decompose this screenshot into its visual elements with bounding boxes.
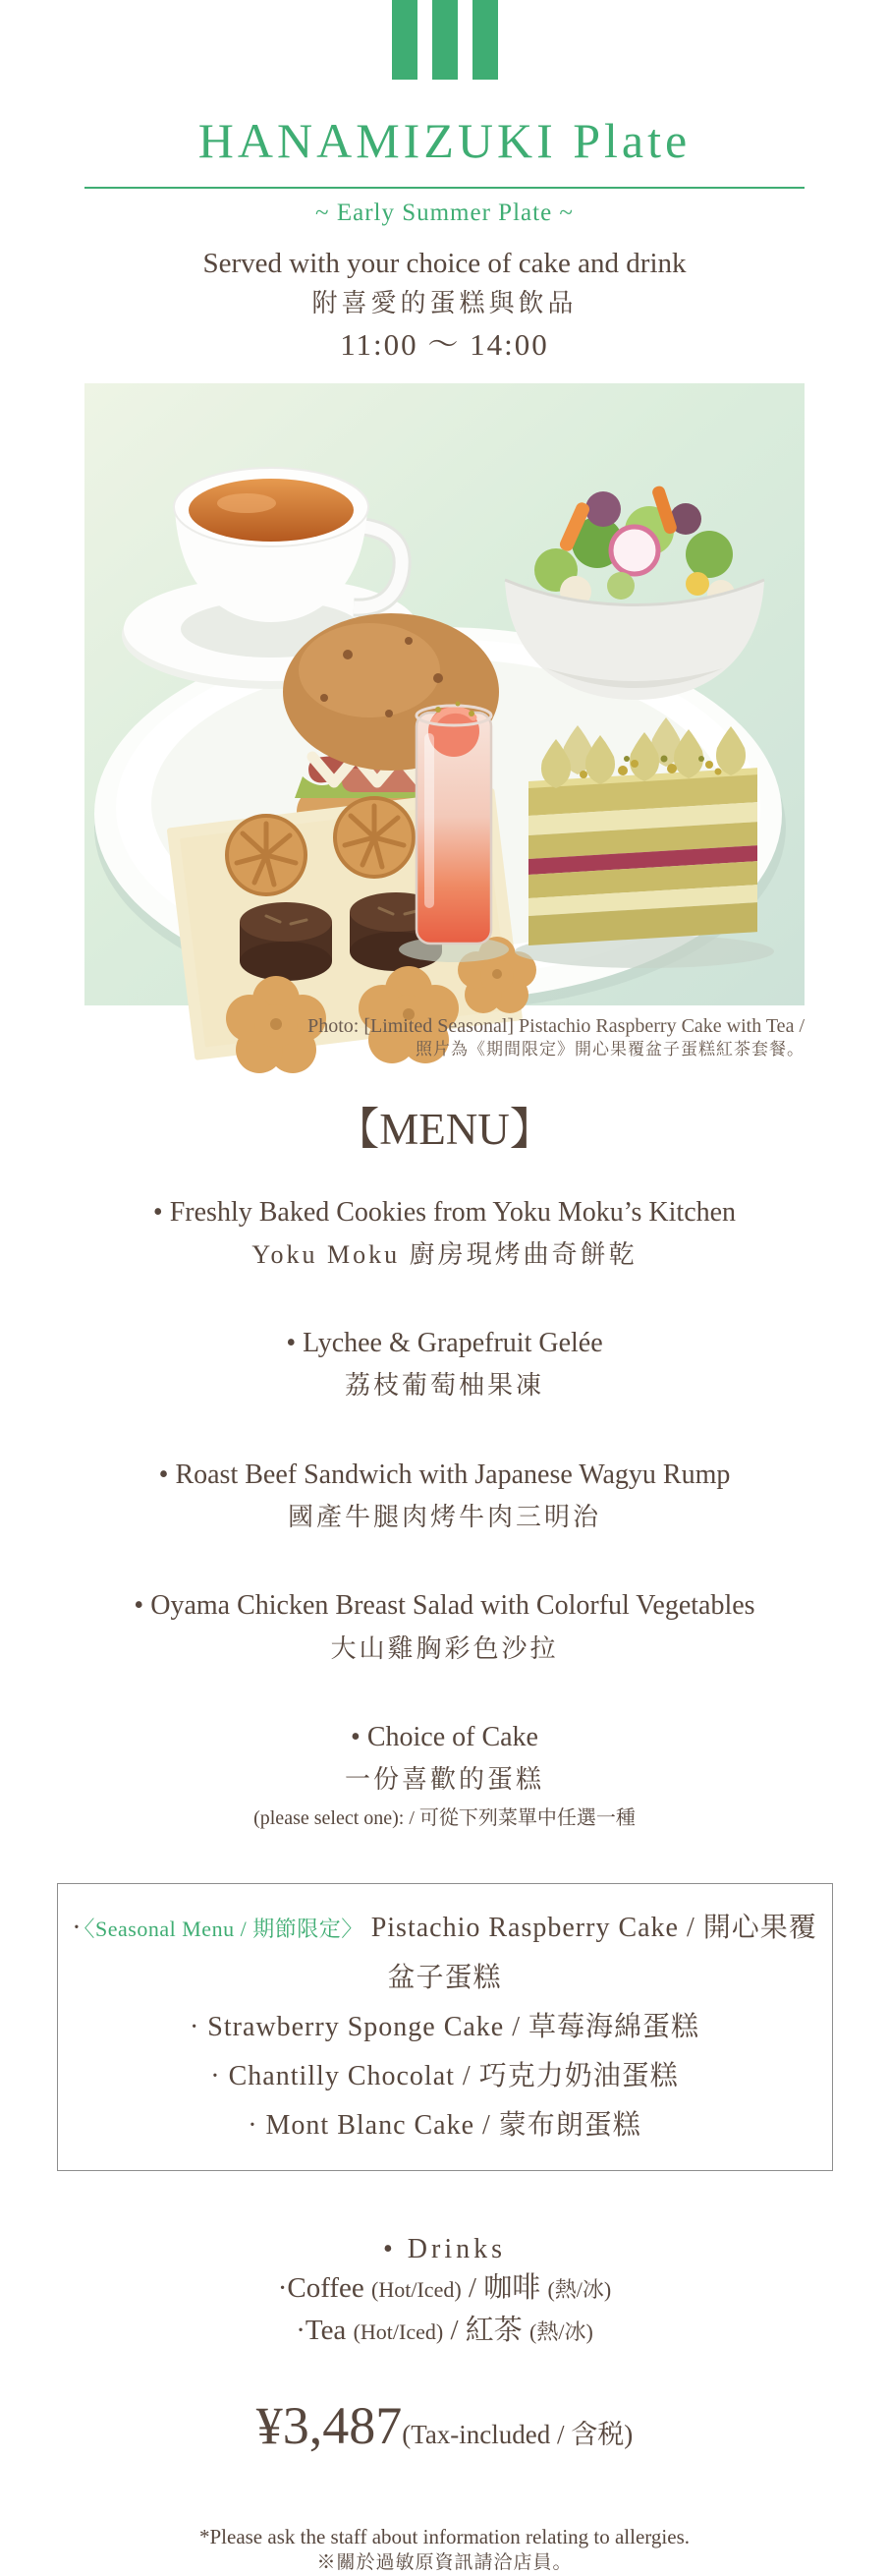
logo-bar: [472, 0, 498, 80]
menu-item-zh: 一份喜歡的蛋糕: [344, 1765, 544, 1795]
menu-item-en: • Lychee & Grapefruit Gelée: [286, 1328, 603, 1359]
photo-caption-en: Photo: [Limited Seasonal] Pistachio Raspberry Cake with Tea /: [307, 1015, 805, 1038]
price-tax-note: (Tax-included / 含税): [402, 2419, 634, 2449]
menu-item-en: • Freshly Baked Cookies from Yoku Moku’s Kitchen: [152, 1196, 737, 1228]
description-zh: 附喜愛的蛋糕與飲品: [311, 288, 578, 317]
cake-option-pistachio-raspberry: [66, 1904, 824, 2003]
logo-bar: [432, 0, 458, 80]
menu-item-zh: 荔枝葡萄柚果凍: [344, 1371, 544, 1401]
cake-option-strawberry-sponge: [66, 2003, 824, 2052]
cake-option-label: · Mont Blanc Cake / 蒙布朗蛋糕: [248, 2109, 641, 2141]
description-en: Served with your choice of cake and drink: [202, 247, 687, 279]
cake-option-bullet: ·: [72, 1912, 83, 1943]
cake-option-mont-blanc: [66, 2101, 824, 2150]
drink-name: ·Coffee: [277, 2271, 372, 2304]
cake-option-label: Pistachio Raspberry Cake / 開心果覆盆子蛋糕: [362, 1912, 817, 1993]
drink-name-zh: / 咖啡: [461, 2271, 548, 2304]
menu-item-zh: Yoku Moku 廚房現烤曲奇餅乾: [251, 1239, 638, 1269]
pistachio-cake: [515, 717, 774, 968]
price-amount: ¥3,487: [255, 2395, 403, 2455]
seasonal-label: 〈Seasonal Menu / 期節限定〉: [83, 1916, 363, 1941]
menu-heading: 【MENU】: [335, 1105, 554, 1155]
drink-temp-note: (Hot/Iced): [353, 2319, 444, 2345]
menu-item-zh: 國產牛腿肉烤牛肉三明治: [287, 1502, 601, 1531]
drink-item-coffee: [0, 2267, 889, 2311]
drink-temp-note: (Hot/Iced): [371, 2276, 462, 2302]
menu-item-en: • Roast Beef Sandwich with Japanese Wagyu Rump: [158, 1459, 731, 1490]
menu-item-en: • Choice of Cake: [351, 1721, 538, 1752]
menu-item-choice-of-cake: [0, 1718, 889, 1832]
drinks-heading: • Drinks: [382, 2233, 507, 2264]
serving-hours: 11:00 ～ 14:00: [340, 326, 549, 362]
allergy-notice: [0, 2523, 889, 2576]
menu-item-cookies: [0, 1193, 889, 1274]
yoku-moku-logo-icon: [0, 0, 889, 80]
allergy-notice-zh: ※關於過敏原資訊請洽店員。: [316, 2552, 573, 2574]
menu-item-gelee: [0, 1324, 889, 1404]
menu-item-zh: 大山雞胸彩色沙拉: [330, 1633, 559, 1663]
title-divider: [84, 187, 805, 189]
cake-options-box: [57, 1883, 833, 2171]
menu-item-salad: [0, 1586, 889, 1667]
cake-option-chantilly-chocolat: [66, 2052, 824, 2101]
cake-select-note: (please select one): / 可從下列菜單中任選一種: [253, 1806, 636, 1829]
gelee-glass: [399, 702, 509, 963]
menu-list: [0, 1193, 889, 1832]
drink-name-zh: / 紅茶: [443, 2315, 529, 2347]
drink-name: ·Tea: [296, 2315, 354, 2347]
drink-temp-note-zh: (熱/冰): [547, 2276, 612, 2302]
drink-temp-note-zh: (熱/冰): [529, 2319, 593, 2345]
cake-option-label: · Strawberry Sponge Cake / 草莓海綿蛋糕: [189, 2011, 700, 2042]
menu-item-sandwich: [0, 1456, 889, 1536]
drink-item-tea: [0, 2310, 889, 2353]
photo-caption-zh: 照片為《期間限定》開心果覆盆子蛋糕紅茶套餐。: [416, 1040, 805, 1059]
cake-option-label: · Chantilly Chocolat / 巧克力奶油蛋糕: [210, 2060, 679, 2091]
food-photo: [84, 383, 805, 1005]
logo-bar: [392, 0, 417, 80]
menu-item-en: • Oyama Chicken Breast Salad with Colorful Vegetables: [134, 1590, 755, 1622]
price: [0, 2394, 889, 2458]
page-title: HANAMIZUKI Plate: [197, 113, 692, 168]
page-subtitle: ~ Early Summer Plate ~: [315, 199, 574, 226]
allergy-notice-en: *Please ask the staff about information relating to allergies.: [198, 2524, 690, 2548]
